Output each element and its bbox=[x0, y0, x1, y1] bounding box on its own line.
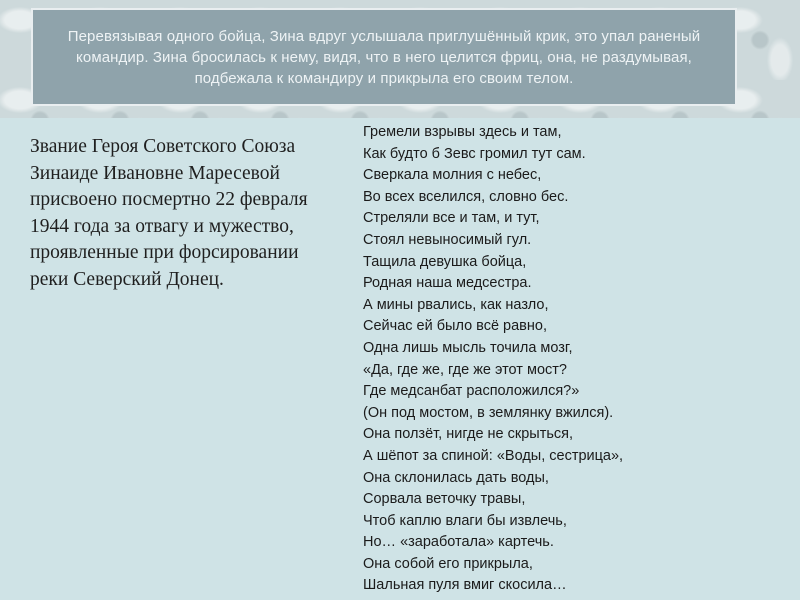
poem-line: Гремели взрывы здесь и там, bbox=[363, 124, 562, 140]
poem-line: Стоял невыносимый гул. bbox=[363, 231, 532, 248]
poem-line: Как будто б Зевс громил тут сам. bbox=[363, 145, 586, 162]
poem-line: Сверкала молния с небес, bbox=[363, 167, 542, 184]
poem-line: Она склонилась дать воды, bbox=[363, 469, 549, 486]
poem-line: Сейчас ей было всё равно, bbox=[363, 318, 547, 335]
header-text: Перевязывая одного бойца, Зина вдруг услышала приглушённый крик, это упал раненый командир. Зина бросилась к нему, видя, что в него целится фриц, она, не раздумывая, подбежала к командиру и прикрыла его своим телом. bbox=[67, 27, 701, 87]
poem-line: Родная наша медсестра. bbox=[363, 275, 532, 292]
poem-line: Но… «заработала» картечь. bbox=[363, 534, 554, 551]
poem-line: Сорвала веточку травы, bbox=[363, 491, 526, 508]
hero-award-text: Звание Героя Советского Союза Зинаиде Ивановне Маресевой присвоено посмертно 22 февраля 1944 года за отвагу и мужество, проявленные при форсировании реки Северский Донец. bbox=[30, 136, 308, 290]
poem-line: Чтоб каплю влаги бы извлечь, bbox=[363, 512, 567, 529]
poem-line: Во всех вселился, словно бес. bbox=[363, 188, 569, 205]
poem-line: А шёпот за спиной: «Воды, сестрица», bbox=[363, 447, 624, 464]
poem-line: Одна лишь мысль точила мозг, bbox=[363, 339, 573, 356]
poem bbox=[363, 122, 793, 597]
poem-line: Где медсанбат расположился?» bbox=[363, 383, 580, 400]
poem-line: Она собой его прикрыла, bbox=[363, 555, 533, 572]
poem-line: Она ползёт, нигде не скрыться, bbox=[363, 426, 574, 443]
poem-line: Шальная пуля вмиг скосила… bbox=[363, 577, 567, 594]
poem-line: «Да, где же, где же этот мост? bbox=[363, 361, 567, 378]
header-text-box bbox=[31, 8, 737, 106]
poem-line: Тащила девушка бойца, bbox=[363, 253, 527, 270]
poem-line: А мины рвались, как назло, bbox=[363, 296, 549, 313]
poem-line: (Он под мостом, в землянку вжился). bbox=[363, 404, 614, 421]
poem-line: Стреляли все и там, и тут, bbox=[363, 210, 540, 227]
